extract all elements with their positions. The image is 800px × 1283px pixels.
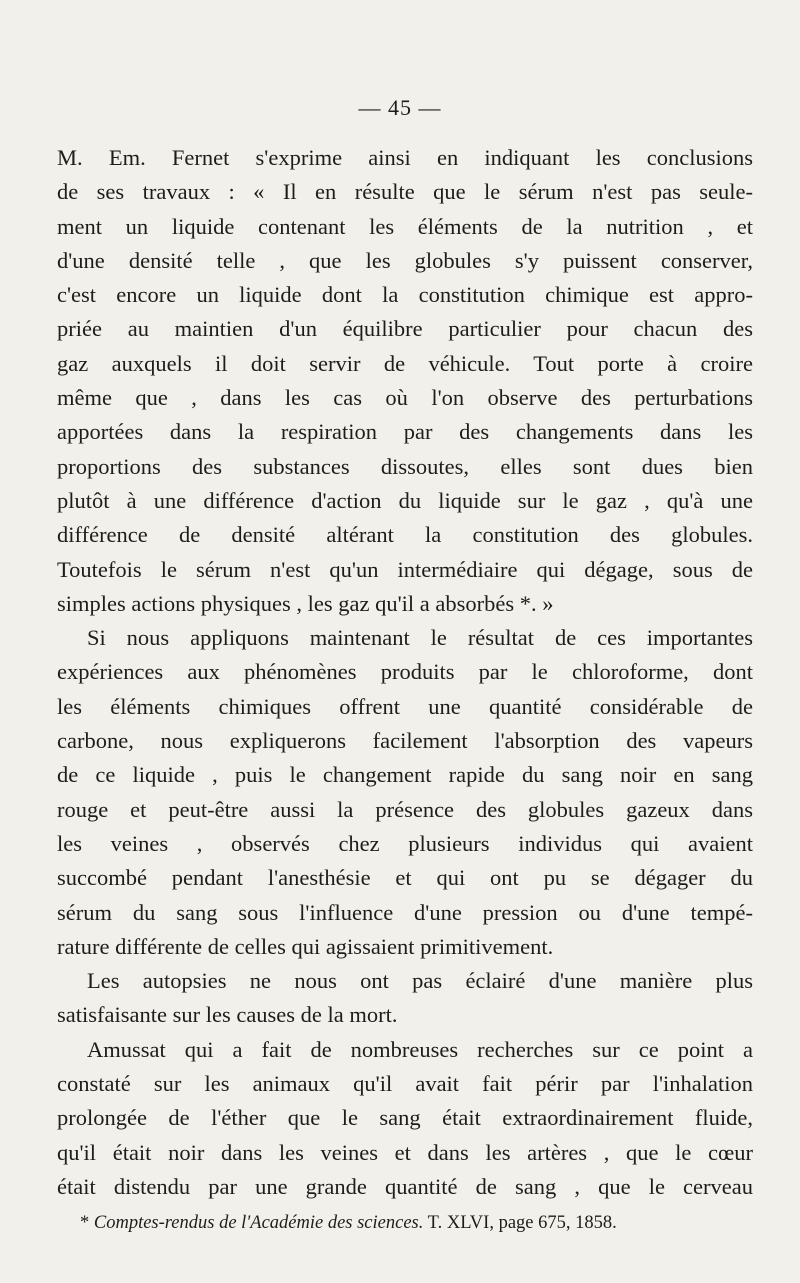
text-line: satisfaisante sur les causes de la mort. [57,1002,398,1028]
text-line: succombé pendant l'anesthésie et qui ont pu se dégager du [57,865,753,891]
text-line: prolongée de l'éther que le sang était extraordinairement fluide, [57,1105,753,1131]
text-line: différence de densité altérant la constitution des globules. [57,522,753,548]
text-line: de ce liquide , puis le changement rapide du sang noir en sang [57,762,753,788]
footnote-marker: * [80,1213,90,1233]
text-line: M. Em. Fernet s'exprime ainsi en indiquant les conclusions [57,145,753,170]
text-line: Amussat qui a fait de nombreuses recherches sur ce point a [87,1036,753,1062]
footnote [80,1213,740,1234]
footnote-source-title: Comptes-rendus de l'Académie des sciences. [93,1213,424,1233]
text-line: apportées dans la respiration par des changements dans les [57,419,753,445]
text-line: carbone, nous expliquerons facilement l'absorption des vapeurs [57,728,753,754]
text-line: Toutefois le sérum n'est qu'un intermédiaire qui dégage, sous de [57,556,753,582]
text-line: rouge et peut-être aussi la présence des globules gazeux dans [57,796,753,822]
text-line: expériences aux phénomènes produits par le chloroforme, dont [57,659,753,685]
body-text [57,141,753,1204]
text-line: constaté sur les animaux qu'il avait fait périr par l'inhalation [57,1071,753,1097]
text-line: les veines , observés chez plusieurs individus qui avaient [57,830,753,856]
text-line: même que , dans les cas où l'on observe des perturbations [57,385,753,411]
text-line: était distendu par une grande quantité de sang , que le cerveau [57,1173,753,1199]
text-line: gaz auxquels il doit servir de véhicule. Tout porte à croire [57,350,753,376]
page-number: — 45 — [358,95,442,120]
text-line: ment un liquide contenant les éléments de la nutrition , et [57,213,753,239]
text-line: sérum du sang sous l'influence d'une pression ou d'une tempé- [57,899,753,925]
text-line: Les autopsies ne nous ont pas éclairé d'une manière plus [87,968,753,994]
text-line: les éléments chimiques offrent une quantité considérable de [57,693,753,719]
text-line: c'est encore un liquide dont la constitution chimique est appro- [57,282,753,308]
text-line: simples actions physiques , les gaz qu'il a absorbés *. » [57,590,554,616]
text-line: d'une densité telle , que les globules s'y puissent conserver, [57,247,753,273]
text-line: qu'il était noir dans les veines et dans les artères , que le cœur [57,1139,753,1165]
text-line: de ses travaux : « Il en résulte que le sérum n'est pas seule- [57,179,753,205]
text-line: Si nous appliquons maintenant le résultat de ces importantes [87,625,753,651]
text-line: priée au maintien d'un équilibre particulier pour chacun des [57,316,753,342]
text-line: plutôt à une différence d'action du liquide sur le gaz , qu'à une [57,487,753,513]
footnote-reference: T. XLVI, page 675, 1858. [427,1213,617,1233]
text-line: proportions des substances dissoutes, elles sont dues bien [57,453,753,479]
text-line: rature différente de celles qui agissaient primitivement. [57,933,554,959]
